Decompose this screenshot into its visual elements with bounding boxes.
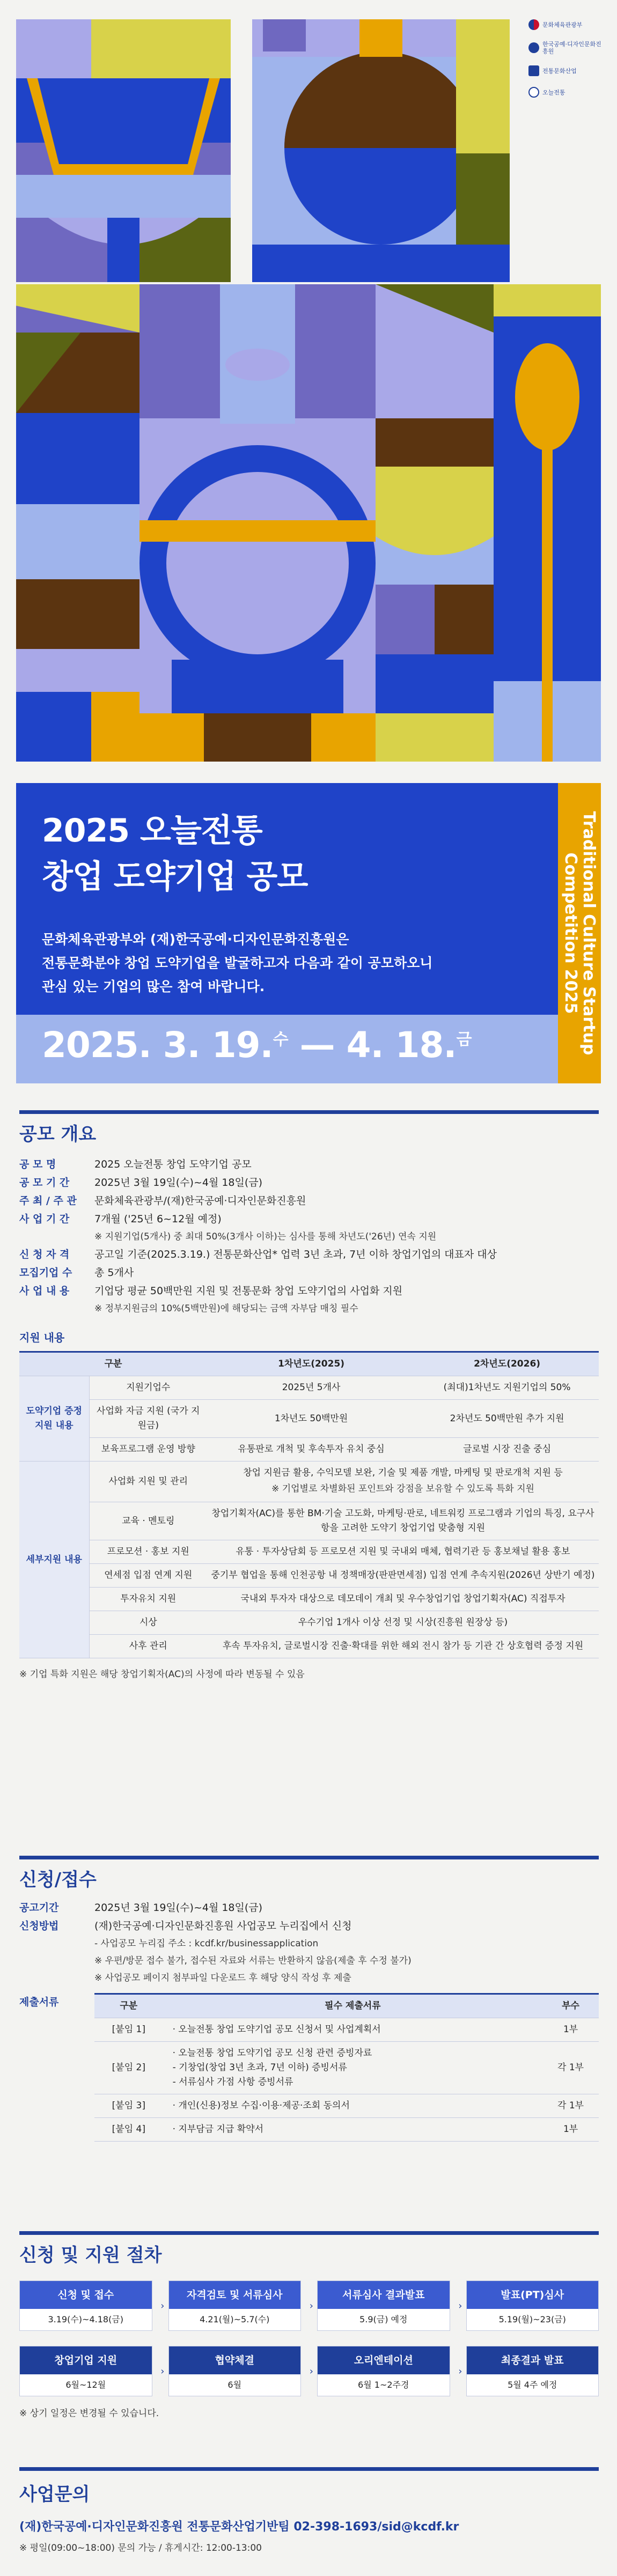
- side-banner-text: [561, 811, 598, 1056]
- chevron-right-icon: ›: [458, 2366, 462, 2377]
- support-row-year1: 유통판로 개척 및 후속투자 유치 중심: [207, 1438, 415, 1462]
- docs-row: [94, 2018, 599, 2042]
- overview-info: [19, 1155, 599, 1317]
- art-tile-jar: [376, 284, 494, 762]
- docs-row: [94, 2042, 599, 2094]
- docs-col-qty: 부수: [542, 1994, 599, 2018]
- process-step-date: 4.21(월)~5.7(수): [200, 2314, 270, 2324]
- process-title: 신청 및 지원 절차: [19, 2231, 599, 2267]
- support-table-head: [19, 1352, 599, 1376]
- date-end-day: 금: [456, 1030, 472, 1049]
- today-logo-icon: [528, 87, 539, 98]
- chevron-right-icon: ›: [309, 2366, 313, 2377]
- detail-row-subnote: ※ 기업별로 차별화된 포인트와 강점을 보유할 수 있도록 특화 지원: [271, 1483, 534, 1494]
- title-band: [16, 783, 558, 1083]
- overview-row-value: 7개월 ('25년 6~12월 예정): [94, 1213, 222, 1225]
- support-row-year2: (최대)1차년도 지원기업의 50%: [415, 1376, 599, 1400]
- date-start-day: 수: [273, 1030, 288, 1049]
- docs-row-item: · 오늘전통 창업 도약기업 공모 신청 관련 증빙자료: [172, 2048, 372, 2058]
- process-step-date: 6월 1~2주경: [358, 2380, 409, 2390]
- detail-row-label: 사후 관리: [89, 1635, 207, 1658]
- apply-row: [19, 1935, 599, 1952]
- support-row-label: 보육프로그램 운영 방향: [89, 1438, 207, 1462]
- logo-industry: [528, 65, 604, 76]
- overview-row: [19, 1245, 599, 1264]
- detail-row-text: 유통 · 투자상담회 등 프로모션 지원 및 국내외 매체, 협력기관 등 홍보채널 활용 홍보: [236, 1546, 570, 1557]
- date-strip: [16, 1015, 558, 1083]
- docs-row-qty: 1부: [542, 2118, 599, 2142]
- detail-row: [19, 1635, 599, 1658]
- support-row: [19, 1376, 599, 1400]
- process-step-title: 자격검토 및 서류심사: [169, 2281, 301, 2309]
- overview-row-key: [19, 1300, 94, 1317]
- support-row-year1: 2025년 5개사: [207, 1376, 415, 1400]
- apply-section: [19, 1856, 599, 2142]
- poster-title: [42, 808, 307, 900]
- overview-row-key: 공 모 기 간: [19, 1177, 70, 1189]
- detail-row-label: 투자유치 지원: [89, 1588, 207, 1611]
- overview-row-value: 2025 오늘전통 창업 도약기업 공모: [94, 1158, 252, 1170]
- process-note: ※ 상기 일정은 변경될 수 있습니다.: [19, 2408, 159, 2419]
- detail-row-content: [207, 1611, 599, 1635]
- art-tile-blocks: [16, 284, 139, 762]
- process-step: [466, 2346, 599, 2396]
- process-flow: [19, 2280, 599, 2396]
- desc-line-1: 문화체육관광부와 (재)한국공예·디자인문화진흥원은: [42, 932, 349, 947]
- overview-row-key: 사 업 내 용: [19, 1285, 70, 1297]
- detail-row-label: 프로모션 · 홍보 지원: [89, 1540, 207, 1564]
- support-row-year1: 1차년도 50백만원: [207, 1400, 415, 1438]
- detail-row: [19, 1564, 599, 1588]
- detail-row: [19, 1502, 599, 1540]
- contact-info: (재)한국공예·디자인문화진흥원 전통문화산업기반팀 02-398-1693/sid@kcdf.kr: [19, 2520, 459, 2534]
- docs-row-item: - 기창업(창업 3년 초과, 7년 이하) 증빙서류: [172, 2062, 347, 2073]
- overview-row-key: 사 업 기 간: [19, 1213, 70, 1225]
- docs-row: [94, 2094, 599, 2118]
- apply-row-key: 신청방법: [19, 1920, 59, 1932]
- support-row-year2: 2차년도 50백만원 추가 지원: [415, 1400, 599, 1438]
- logo-kcdf-text: 한국공예·디자인문화진흥원: [542, 41, 601, 55]
- docs-row-item: - 서류심사 가점 사항 증빙서류: [172, 2077, 293, 2087]
- overview-row: [19, 1155, 599, 1173]
- contact-title: 사업문의: [19, 2467, 599, 2506]
- docs-row-qty: 각 1부: [542, 2042, 599, 2094]
- process-step-title: 창업기업 지원: [20, 2346, 152, 2374]
- apply-title: 신청/접수: [19, 1856, 599, 1891]
- apply-row-value: ※ 우편/방문 접수 불가, 접수된 자료와 서류는 반환하지 않음(제출 후 수정 불가): [94, 1955, 412, 1966]
- detail-row-text: 중기부 협업을 통해 인천공항 내 정책매장(판판면세점) 입점 연계 추속지원(2026년 상반기 예정): [211, 1570, 595, 1581]
- docs-row-item: · 개인(신용)정보 수집·이용·제공·조회 동의서: [172, 2100, 350, 2111]
- docs-row-qty: 각 1부: [542, 2094, 599, 2118]
- side-line-1: Traditional Culture Startup: [579, 811, 598, 1056]
- process-step: [168, 2280, 313, 2331]
- overview-row-value: 2025년 3월 19일(수)~4월 18일(금): [94, 1177, 263, 1189]
- detail-row-label: 사업화 지원 및 관리: [89, 1462, 207, 1502]
- kcdf-logo-icon: [528, 42, 539, 53]
- docs-row-item: · 오늘전통 창업 도약기업 공모 신청서 및 사업계획서: [172, 2024, 381, 2035]
- detail-row-text: 창업기획자(AC)를 통한 BM·기술 고도화, 마케팅·판로, 네트워킹 프로그램과 기업의 특징, 요구사항을 고려한 도약기 창업기업 맞춤형 지원: [211, 1508, 594, 1533]
- sponsor-logos: [528, 19, 604, 108]
- overview-row-value: ※ 정부지원금의 10%(5백만원)에 해당되는 금액 자부담 매칭 필수: [94, 1303, 358, 1314]
- col-category: 구분: [19, 1352, 207, 1376]
- overview-row-key: 신 청 자 격: [19, 1249, 70, 1260]
- docs-key: 제출서류: [19, 1996, 59, 2008]
- docs-row-cat: [붙임 4]: [94, 2118, 163, 2142]
- apply-row: [19, 1952, 599, 1969]
- overview-row-value: ※ 지원기업(5개사) 중 최대 50%(3개사 이하)는 심사를 통해 차년도('26년) 연속 지원: [94, 1231, 437, 1242]
- poster-description: [42, 928, 432, 999]
- docs-row: [94, 2118, 599, 2142]
- detail-row-content: [207, 1462, 599, 1502]
- overview-row-value: 공고일 기준(2025.3.19.) 전통문화산업* 업력 3년 초과, 7년 이하 창업기업의 대표자 대상: [94, 1249, 497, 1260]
- docs-block: [19, 1993, 599, 2142]
- overview-row-key: [19, 1228, 94, 1245]
- process-step: [19, 2346, 165, 2396]
- overview-row-key: 모집기업 수: [19, 1267, 72, 1279]
- desc-line-3: 관심 있는 기업의 많은 참여 바랍니다.: [42, 979, 265, 994]
- process-step: [466, 2280, 599, 2331]
- apply-row-value: ※ 사업공모 페이지 첨부파일 다운로드 후 해당 양식 작성 후 제출: [94, 1973, 351, 1983]
- docs-row-items: [163, 2018, 543, 2042]
- process-step-title: 신청 및 접수: [20, 2281, 152, 2309]
- logo-mcst-text: 문화체육관광부: [542, 21, 583, 28]
- overview-row: [19, 1300, 599, 1317]
- support-heading: 지원 내용: [19, 1331, 65, 1344]
- contact-hours: ※ 평일(09:00~18:00) 문의 가능 / 휴게시간: 12:00-13:00: [19, 2543, 262, 2553]
- logo-kcdf: [528, 41, 604, 55]
- date-end: 4. 18.: [346, 1024, 457, 1066]
- overview-row: [19, 1264, 599, 1282]
- docs-row-cat: [붙임 2]: [94, 2042, 163, 2094]
- overview-row: [19, 1282, 599, 1300]
- docs-row-item: · 지부담금 지급 확약서: [172, 2124, 264, 2135]
- detail-row-text: 국내외 투자자 대상으로 데모데이 개최 및 우수창업기업 창업기획자(AC) 직접투자: [240, 1593, 565, 1604]
- overview-row-key: 공 모 명: [19, 1158, 56, 1170]
- apply-row: [19, 1899, 599, 1917]
- detail-row: [19, 1611, 599, 1635]
- taegeuk-icon: [528, 19, 539, 30]
- apply-info: [19, 1899, 599, 1987]
- logo-today: [528, 87, 604, 98]
- overview-row-value: 문화체육관광부/(재)한국공예·디자인문화진흥원: [94, 1195, 306, 1207]
- detail-row: [19, 1588, 599, 1611]
- overview-row: [19, 1228, 599, 1245]
- logo-mcst: [528, 19, 604, 30]
- support-row: [19, 1400, 599, 1438]
- overview-row: [19, 1173, 599, 1192]
- apply-row-value: (재)한국공예·디자인문화진흥원 사업공모 누리집에서 신청: [94, 1920, 352, 1932]
- process-step: [317, 2346, 462, 2396]
- docs-row-items: [163, 2042, 543, 2094]
- apply-row: [19, 1917, 599, 1935]
- detail-row: [19, 1540, 599, 1564]
- detail-row-text: 창업 지원금 활용, 수익모델 보완, 기술 및 제품 개발, 마케팅 및 판로개척 지원 등: [243, 1467, 563, 1478]
- date-start: 2025. 3. 19.: [42, 1024, 273, 1066]
- process-step-date: 5월 4주 예정: [508, 2380, 557, 2390]
- title-line-2: 창업 도약기업 공모: [42, 858, 308, 896]
- title-line-1: 2025 오늘전통: [42, 812, 262, 850]
- process-step-title: 오리엔테이션: [318, 2346, 450, 2374]
- process-step-date: 6월~12월: [65, 2380, 106, 2390]
- desc-line-2: 전통문화분야 창업 도약기업을 발굴하고자 다음과 같이 공모하오니: [42, 955, 433, 971]
- detail-row-label: 교육 · 멘토링: [89, 1502, 207, 1540]
- process-step-title: 협약체결: [169, 2346, 301, 2374]
- support-table: [19, 1351, 599, 1658]
- art-tile-vase: [252, 19, 510, 282]
- docs-row-items: [163, 2118, 543, 2142]
- docs-col-cat: 구분: [94, 1994, 163, 2018]
- support-row: [19, 1438, 599, 1462]
- detail-row-content: [207, 1588, 599, 1611]
- detail-row-text: 우수기업 1개사 이상 선정 및 시상(진흥원 원장상 등): [298, 1617, 508, 1628]
- detail-row-label: 연세점 입점 연계 지원: [89, 1564, 207, 1588]
- art-tile-cup: [16, 19, 231, 282]
- hero-artwork: [0, 0, 617, 778]
- detail-row-text: 후속 투자유치, 글로벌시장 진출·확대를 위한 해외 전시 참가 등 기관 간 상호협력 증정 지원: [222, 1641, 584, 1651]
- overview-row-value: 총 5개사: [94, 1267, 134, 1279]
- process-step-date: 3.19(수)~4.18(금): [48, 2314, 124, 2324]
- chevron-right-icon: ›: [160, 2300, 165, 2312]
- detail-row-label: 시상: [89, 1611, 207, 1635]
- docs-row-cat: [붙임 1]: [94, 2018, 163, 2042]
- col-year1: 1차년도(2025): [207, 1352, 415, 1376]
- apply-row-key: 공고기간: [19, 1902, 59, 1914]
- detail-row-content: [207, 1502, 599, 1540]
- apply-row-key: [19, 1969, 94, 1987]
- support-row-label: 지원기업수: [89, 1376, 207, 1400]
- art-tile-bottle: [139, 284, 376, 762]
- detail-row: [19, 1462, 599, 1502]
- docs-col-docs: 필수 제출서류: [163, 1994, 543, 2018]
- support-table-note: ※ 기업 특화 지원은 해당 창업기획자(AC)의 사정에 따라 변동될 수 있음: [19, 1669, 305, 1680]
- chevron-right-icon: ›: [309, 2300, 313, 2312]
- support-row-label: 사업화 자금 지원 (국가 지원금): [89, 1400, 207, 1438]
- apply-row-key: [19, 1935, 94, 1952]
- support-row-year2: 글로벌 시장 진출 중심: [415, 1438, 599, 1462]
- process-section: [19, 2231, 599, 2422]
- docs-row-items: [163, 2094, 543, 2118]
- docs-row-qty: 1부: [542, 2018, 599, 2042]
- logo-today-text: 오늘전통: [542, 88, 565, 96]
- process-step-date: 6월: [227, 2380, 242, 2390]
- logo-industry-text: 전통문화산업: [542, 67, 577, 75]
- support-group-2: 세부지원 내용: [19, 1462, 89, 1658]
- detail-row-content: [207, 1564, 599, 1588]
- apply-row-key: [19, 1952, 94, 1969]
- apply-row: [19, 1969, 599, 1987]
- chevron-right-icon: ›: [160, 2366, 165, 2377]
- docs-table: [94, 1993, 599, 2142]
- apply-row-value: 2025년 3월 19일(수)~4월 18일(금): [94, 1902, 263, 1914]
- docs-row-cat: [붙임 3]: [94, 2094, 163, 2118]
- overview-row: [19, 1192, 599, 1210]
- docs-table-head: [94, 1994, 599, 2018]
- chevron-right-icon: ›: [458, 2300, 462, 2312]
- date-dash: —: [299, 1024, 335, 1066]
- overview-row-value: 기업당 평균 50백만원 지원 및 전통문화 창업 도약기업의 사업화 지원: [94, 1285, 403, 1297]
- overview-row-key: 주 최 / 주 관: [19, 1195, 77, 1207]
- process-step-title: 서류심사 결과발표: [318, 2281, 450, 2309]
- process-step: [317, 2280, 462, 2331]
- apply-row-value: - 사업공모 누리집 주소 : kcdf.kr/businessapplication: [94, 1938, 319, 1949]
- industry-logo-icon: [528, 65, 539, 76]
- support-group-1: 도약기업 증정지원 내용: [19, 1376, 89, 1462]
- process-step: [19, 2280, 165, 2331]
- process-step-title: 최종결과 발표: [467, 2346, 599, 2374]
- overview-title: 공모 개요: [19, 1110, 599, 1146]
- date-range: [42, 1024, 471, 1066]
- detail-row-content: [207, 1635, 599, 1658]
- overview-row: [19, 1210, 599, 1228]
- process-step: [168, 2346, 313, 2396]
- overview-section: [19, 1110, 599, 1683]
- art-tile-spoon: [494, 284, 601, 762]
- detail-row-content: [207, 1540, 599, 1564]
- side-line-2: Competition 2025: [561, 852, 580, 1014]
- col-year2: 2차년도(2026): [415, 1352, 599, 1376]
- contact-section: [19, 2467, 599, 2557]
- side-banner: [558, 783, 601, 1083]
- process-step-title: 발표(PT)심사: [467, 2281, 599, 2309]
- process-step-date: 5.19(월)~23(금): [498, 2314, 566, 2324]
- process-step-date: 5.9(금) 예정: [359, 2314, 408, 2324]
